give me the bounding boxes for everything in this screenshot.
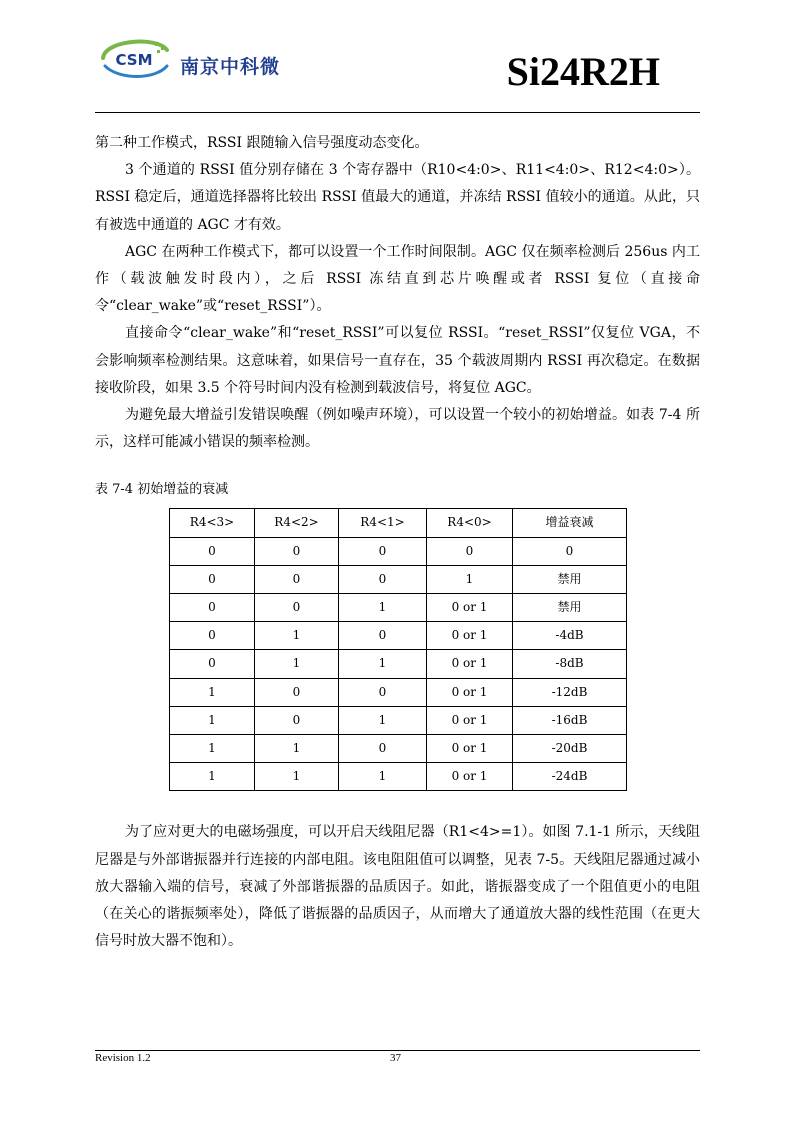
page-header <box>95 30 700 112</box>
table-cell: 1 <box>427 565 513 593</box>
table-cell: 0 <box>170 565 255 593</box>
table-cell: 禁用 <box>513 594 627 622</box>
table-cell: 0 <box>339 565 427 593</box>
table-cell: 0 <box>339 537 427 565</box>
table-cell: 1 <box>339 650 427 678</box>
table-row <box>170 537 627 565</box>
paragraph: 3 个通道的 RSSI 值分别存储在 3 个寄存器中（R10<4:0>、R11<4:0>、R12<4:0>）。RSSI 稳定后，通道选择器将比较出 RSSI 值最大的通道，并冻结 RSSI 值较小的通道。从此，只有被选中通道的 AGC 才有效。 <box>95 162 700 233</box>
table-cell: 1 <box>339 763 427 791</box>
table-cell: 0 or 1 <box>427 735 513 763</box>
table-caption: 表 7-4 初始增益的衰减 <box>95 482 229 498</box>
table-cell: 0 <box>339 735 427 763</box>
table-cell: 1 <box>339 706 427 734</box>
table-cell: 0 <box>339 678 427 706</box>
table-row <box>170 678 627 706</box>
table-cell: 0 or 1 <box>427 706 513 734</box>
table-cell: -16dB <box>513 706 627 734</box>
table-cell: 1 <box>255 735 339 763</box>
table-row <box>170 594 627 622</box>
table-cell: 1 <box>339 594 427 622</box>
table-cell: -20dB <box>513 735 627 763</box>
table-cell: 1 <box>170 706 255 734</box>
table-cell: 1 <box>255 622 339 650</box>
paragraph: 为了应对更大的电磁场强度，可以开启天线阻尼器（R1<4>=1）。如图 7.1-1 所示，天线阻尼器是与外部谐振器并行连接的内部电阻。该电阻阻值可以调整，见表 7-5。天线阻尼器通过减小放大器输入端的信号，衰减了外部谐振器的品质因子。如此，谐振器变成了一个阻值更小的电阻（在关心的谐振频率处），降低了谐振器的品质因子，从而增大了通道放大器的线性范围（在更大信号时放大器不饱和）。 <box>95 824 700 950</box>
table-cell: -8dB <box>513 650 627 678</box>
table-cell: 0 <box>170 622 255 650</box>
column-header: R4<3> <box>170 509 255 537</box>
table-cell: 0 or 1 <box>427 650 513 678</box>
table-cell: -24dB <box>513 763 627 791</box>
header-divider <box>95 112 700 113</box>
table-cell: 1 <box>170 678 255 706</box>
column-header: R4<1> <box>339 509 427 537</box>
product-name: Si24R2H <box>506 49 660 94</box>
table-cell: 0 or 1 <box>427 678 513 706</box>
revision-label: Revision 1.2 <box>95 1052 151 1064</box>
footer-divider <box>95 1050 700 1051</box>
table-cell: 0 <box>255 594 339 622</box>
table-cell: 1 <box>255 650 339 678</box>
table-cell: 0 <box>427 537 513 565</box>
table-cell: 0 <box>170 594 255 622</box>
page-content <box>95 130 700 955</box>
page-number: 37 <box>390 1052 401 1064</box>
table-cell: 1 <box>255 763 339 791</box>
paragraph: 为避免最大增益引发错误唤醒（例如噪声环境），可以设置一个较小的初始增益。如表 7-4 所示，这样可能减小错误的频率检测。 <box>95 407 700 451</box>
logo-text: CSM <box>115 51 153 69</box>
table-cell: 0 or 1 <box>427 763 513 791</box>
table-row <box>170 706 627 734</box>
column-header: R4<2> <box>255 509 339 537</box>
table-cell: 1 <box>170 735 255 763</box>
paragraph: 直接命令“clear_wake”和“reset_RSSI”可以复位 RSSI。“reset_RSSI”仅复位 VGA，不会影响频率检测结果。这意味着，如果信号一直存在，35 个载波周期内 RSSI 再次稳定。在数据接收阶段，如果 3.5 个符号时间内没有检测到载波信号，将复位 AGC。 <box>95 325 700 396</box>
table-cell: 禁用 <box>513 565 627 593</box>
table-cell: 0 <box>255 706 339 734</box>
table-cell: -4dB <box>513 622 627 650</box>
table-cell: 0 or 1 <box>427 594 513 622</box>
table-row <box>170 763 627 791</box>
table-row <box>170 735 627 763</box>
table-row <box>170 622 627 650</box>
table-cell: 0 <box>255 565 339 593</box>
table-cell: -12dB <box>513 678 627 706</box>
company-name: 南京中科微 <box>180 56 281 78</box>
table-cell: 0 <box>339 622 427 650</box>
gain-attenuation-table <box>169 508 627 791</box>
paragraph: 第二种工作模式，RSSI 跟随输入信号强度动态变化。 <box>95 135 429 151</box>
table-cell: 0 <box>170 650 255 678</box>
column-header: 增益衰减 <box>513 509 627 537</box>
table-cell: 1 <box>170 763 255 791</box>
table-row <box>170 565 627 593</box>
table-cell: 0 or 1 <box>427 622 513 650</box>
column-header: R4<0> <box>427 509 513 537</box>
table-cell: 0 <box>513 537 627 565</box>
table-header-row <box>170 509 627 537</box>
paragraph: AGC 在两种工作模式下，都可以设置一个工作时间限制。AGC 仅在频率检测后 256us 内工作（载波触发时段内），之后 RSSI 冻结直到芯片唤醒或者 RSSI 复位（直接命令“clear_wake”或“reset_RSSI”）。 <box>95 243 700 315</box>
table-cell: 0 <box>255 678 339 706</box>
table-row <box>170 650 627 678</box>
table-cell: 0 <box>255 537 339 565</box>
csm-logo <box>95 36 173 80</box>
table-cell: 0 <box>170 537 255 565</box>
